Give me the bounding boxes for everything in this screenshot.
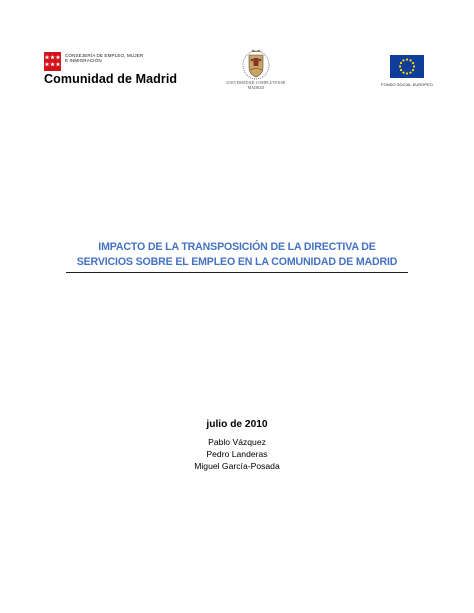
author-list <box>137 437 337 472</box>
university-name <box>216 81 296 90</box>
document-meta <box>137 418 337 472</box>
university-logo <box>216 48 296 96</box>
university-name-line1: UNIVERSIDAD COMPLUTENSE <box>226 81 286 85</box>
comunidad-de-madrid-logo <box>44 52 184 92</box>
document-title-line1: IMPACTO DE LA TRANSPOSICIÓN DE LA DIRECTIVA DE <box>98 241 376 253</box>
university-crest-icon <box>240 48 272 80</box>
eu-flag-icon <box>390 55 424 78</box>
author-name: Miguel García-Posada <box>194 460 280 471</box>
fondo-social-europeo-logo <box>376 55 438 95</box>
publication-date: julio de 2010 <box>206 419 268 430</box>
consejeria-label: CONSEJERÍA DE EMPLEO, MUJER E INMIGRACIÓN <box>65 53 144 64</box>
author-name: Pablo Vázquez <box>208 437 266 447</box>
document-title-block <box>60 240 414 269</box>
madrid-stars-flag-icon <box>44 52 61 71</box>
university-name-line2: MADRID <box>247 85 265 90</box>
author-name: Pedro Landeras <box>206 448 268 459</box>
document-title <box>60 240 414 269</box>
fondo-social-europeo-caption: FONDO SOCIAL EUROPEO <box>381 82 433 87</box>
document-title-line2: SERVICIOS SOBRE EL EMPLEO EN LA COMUNIDAD DE MADRID <box>76 255 398 268</box>
title-underline-rule <box>66 272 408 273</box>
comunidad-de-madrid-name: Comunidad de Madrid <box>44 72 178 86</box>
